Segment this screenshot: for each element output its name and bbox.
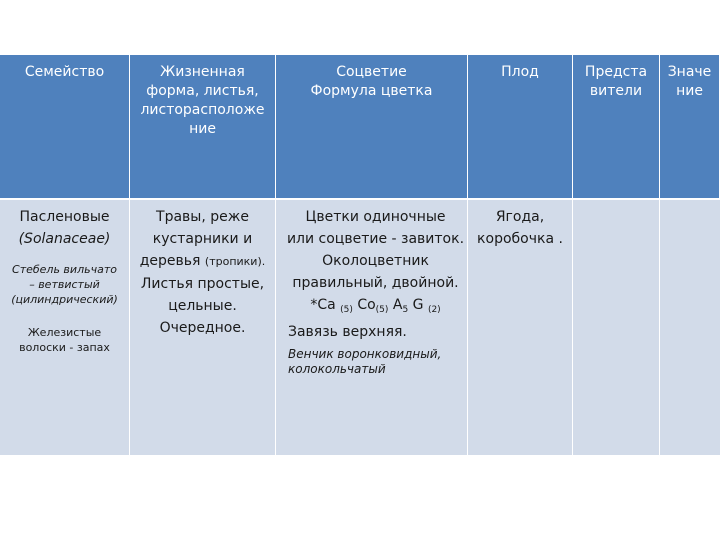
header-family-label: Семейство	[24, 64, 105, 80]
hairs-description	[2, 325, 127, 355]
header-life-form-line-2: форма, листья,	[146, 83, 259, 99]
leaf-arrangement: Очередное.	[159, 320, 246, 336]
stem-line-1: Стебель вильчато	[12, 263, 117, 276]
header-fruit	[468, 55, 573, 200]
hairs-line-2: волоски - запах	[19, 341, 110, 354]
header-representatives-line-1: Предста	[584, 64, 648, 80]
plant-families-table	[0, 55, 720, 455]
corolla-line-1: Венчик воронковидный,	[288, 347, 442, 361]
header-life-form-line-1: Жизненная	[160, 64, 245, 80]
leaves-line-1: Листья простые,	[140, 276, 265, 292]
formula-co-n: (5)	[375, 305, 389, 315]
corolla-line-2: колокольчатый	[288, 362, 386, 376]
header-life-form	[130, 55, 276, 200]
cell-inflorescence	[276, 200, 468, 455]
life-form-tropics: (тропики).	[204, 255, 266, 268]
header-inflorescence-line-2: Формула цветка	[310, 83, 433, 99]
life-form-line-3	[130, 250, 275, 273]
life-form-line-2: кустарники и	[152, 231, 253, 247]
header-family	[0, 55, 130, 200]
header-inflorescence-line-1: Соцветие	[336, 64, 407, 80]
header-inflorescence	[276, 55, 468, 200]
formula-co: Co	[352, 297, 376, 313]
family-name: Пасленовые	[19, 209, 110, 225]
inflorescence-line-2: или соцветие - завиток.	[286, 231, 465, 247]
cell-representatives	[573, 200, 660, 455]
fruit-line-2: коробочка .	[477, 231, 563, 247]
formula-a: A	[388, 297, 403, 313]
header-fruit-label: Плод	[501, 64, 539, 80]
header-life-form-line-3: листорасположе	[140, 102, 265, 118]
header-significance-line-1: Значе	[667, 64, 712, 80]
header-significance	[660, 55, 720, 200]
flower-formula	[284, 294, 467, 321]
formula-a-n: 5	[402, 305, 409, 315]
leaves-line-2: цельные.	[168, 298, 237, 314]
hairs-line-1: Железистые	[27, 326, 102, 339]
cell-life-form	[130, 200, 276, 455]
family-latin: (Solanaceae)	[18, 231, 111, 247]
ovary: Завязь верхняя.	[288, 324, 407, 340]
formula-g-n: (2)	[427, 305, 441, 315]
life-form-line-3a: деревья	[139, 253, 205, 269]
header-representatives-line-2: вители	[589, 83, 643, 99]
cell-significance	[660, 200, 720, 455]
life-form-line-1: Травы, реже	[156, 209, 249, 225]
stem-description	[2, 262, 127, 307]
cell-fruit	[468, 200, 573, 455]
fruit-line-1: Ягода,	[495, 209, 545, 225]
header-life-form-line-4: ние	[189, 121, 216, 137]
perianth-line-1: Околоцветник	[322, 253, 429, 269]
stem-line-2: – ветвистый	[29, 278, 100, 291]
formula-g: G	[408, 297, 428, 313]
header-significance-line-2: ние	[676, 83, 703, 99]
formula-ca-n: (5)	[340, 305, 353, 315]
formula-ca: *Ca	[310, 297, 341, 313]
stem-line-3: (цилиндрический)	[11, 293, 118, 306]
inflorescence-line-1: Цветки одиночные	[305, 209, 446, 225]
perianth-line-2: правильный, двойной.	[292, 275, 459, 291]
cell-family	[0, 200, 130, 455]
header-representatives	[573, 55, 660, 200]
